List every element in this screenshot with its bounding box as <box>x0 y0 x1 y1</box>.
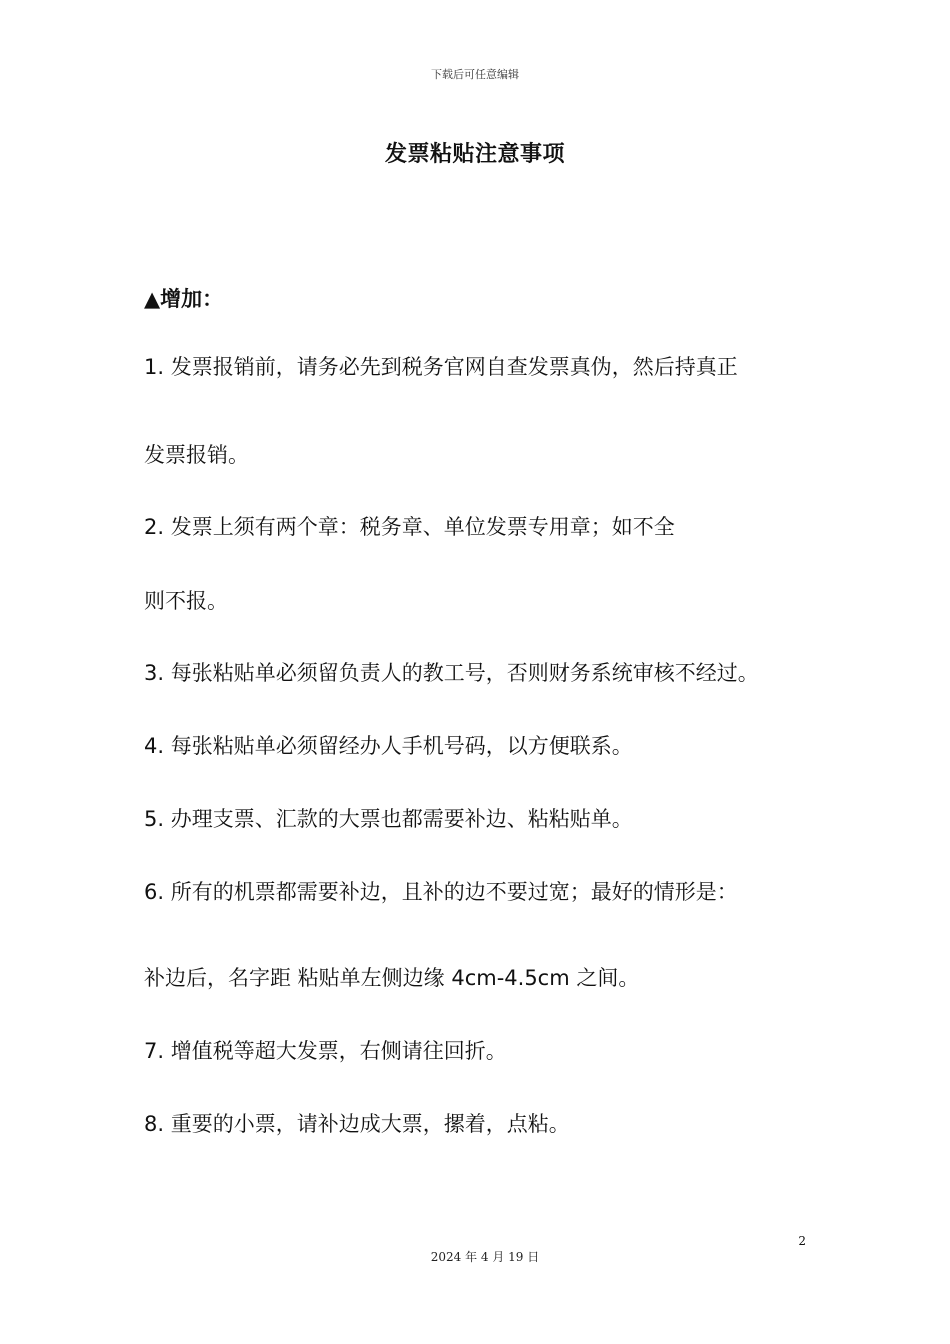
body-line-6: 4. 每张粘贴单必须留经办人手机号码，以方便联系。 <box>144 734 633 758</box>
body-line-2: 发票报销。 <box>144 443 249 467</box>
body-line-7: 5. 办理支票、汇款的大票也都需要补边、粘粘贴单。 <box>144 807 633 831</box>
body-line-8: 6. 所有的机票都需要补边，且补的边不要过宽；最好的情形是： <box>144 880 738 904</box>
page-header-note: 下载后可任意编辑 <box>431 68 519 81</box>
section-heading: ▲增加： <box>144 287 224 311</box>
body-line-5: 3. 每张粘贴单必须留负责人的教工号，否则财务系统审核不经过。 <box>144 661 759 685</box>
body-line-10: 7. 增值税等超大发票，右侧请往回折。 <box>144 1039 507 1063</box>
body-line-11: 8. 重要的小票，请补边成大票，摞着，点粘。 <box>144 1112 570 1136</box>
document-title: 发票粘贴注意事项 <box>384 142 565 167</box>
body-line-4: 则不报。 <box>144 589 228 613</box>
body-line-3: 2. 发票上须有两个章：税务章、单位发票专用章；如不全 <box>144 515 675 539</box>
footer-date: 2024 年 4 月 19 日 <box>430 1250 540 1264</box>
page-number: 2 <box>798 1234 806 1248</box>
body-line-1: 1. 发票报销前，请务必先到税务官网自查发票真伪，然后持真正 <box>144 355 738 379</box>
body-line-9: 补边后，名字距 粘贴单左侧边缘 4cm-4.5cm 之间。 <box>144 966 640 990</box>
